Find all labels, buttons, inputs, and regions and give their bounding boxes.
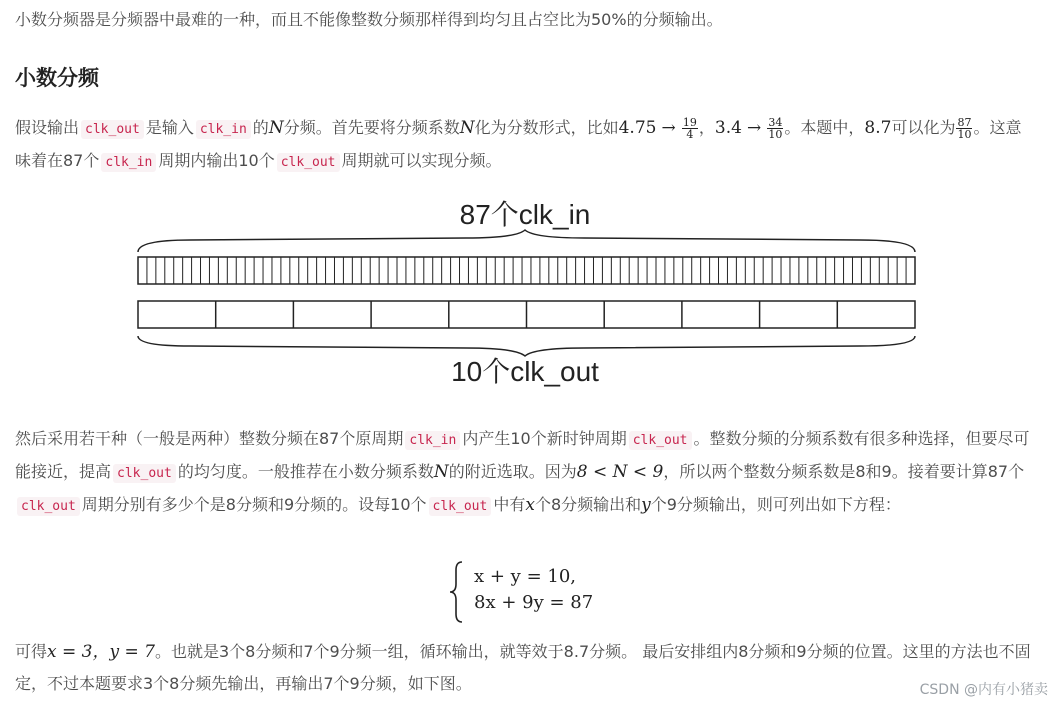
clk-in-ticks (147, 257, 906, 284)
bottom-brace (138, 336, 915, 356)
paragraph-method: 然后采用若干种（一般是两种）整数分频在87个原周期 clk_in 内产生10个新时钟周期 clk_out 。整数分频的分频系数有很多种选择，但要尽可能接近，提高 clk_out 的均匀度。一般推荐在小数分频系数N的附近选取。因为8 < N < 9，所以两个整数分频系数是8和9。接着要计算87个clk_out 周期分别有多少个是8分频和9分频的。设每10个 clk_out 中有x个8分频输出和y个9分频输出，则可列出如下方程： (15, 429, 1030, 515)
inline-code: clk_out (17, 497, 80, 516)
equation-system (448, 560, 628, 624)
clk-out-ticks (216, 301, 838, 328)
top-brace (138, 230, 915, 252)
inline-code: clk_out (81, 120, 144, 139)
inline-code: clk_out (429, 497, 492, 516)
inline-code: clk_out (629, 431, 692, 450)
inline-code: clk_in (101, 153, 156, 172)
section-heading: 小数分频 (15, 66, 99, 90)
equation-2: 8x + 9y = 87 (474, 592, 594, 613)
clock-division-diagram (130, 190, 930, 390)
paragraph-fraction-intro: 假设输出 clk_out 是输入 clk_in 的N分频。首先要将分频系数N化为分数形式，比如4.75 → $\frac{19}{4}$ ，3.4 → $\frac{34}{10}$ 。本题中，8.7可以化为 $\frac{87}{10}$ 。这意味着在87个 clk_in 周期内输出10个 clk_out 周期就可以实现分频。 (15, 116, 1022, 170)
inline-code: clk_in (196, 120, 251, 139)
fraction: $\frac{87}{10}$ (957, 116, 972, 141)
fraction: $\frac{34}{10}$ (768, 116, 783, 141)
paragraph-solution: 可得x = 3，y = 7。也就是3个8分频和7个9分频一组，循环输出，就等效于8.7分频。 最后安排组内8分频和9分频的位置。这里的方法也不固定，不过本题要求3个8分频先输出，再输出7个9分频，如下图。 (15, 642, 1031, 693)
intro-text: 小数分频器是分频器中最难的一种，而且不能像整数分频那样得到均匀且占空比为50%的分频输出。 (15, 10, 723, 29)
inline-code: clk_out (277, 153, 340, 172)
inline-code: clk_out (113, 464, 176, 483)
left-brace (448, 560, 466, 624)
inline-code: clk_in (405, 431, 460, 450)
equation-1: x + y = 10, (474, 566, 576, 587)
fraction: $\frac{19}{4}$ (682, 116, 697, 141)
csdn-watermark: CSDN @内有小猪卖 (919, 682, 1048, 698)
diagram-bottom-label: 10个clk_out (451, 356, 599, 387)
diagram-top-label: 87个clk_in (459, 199, 591, 230)
